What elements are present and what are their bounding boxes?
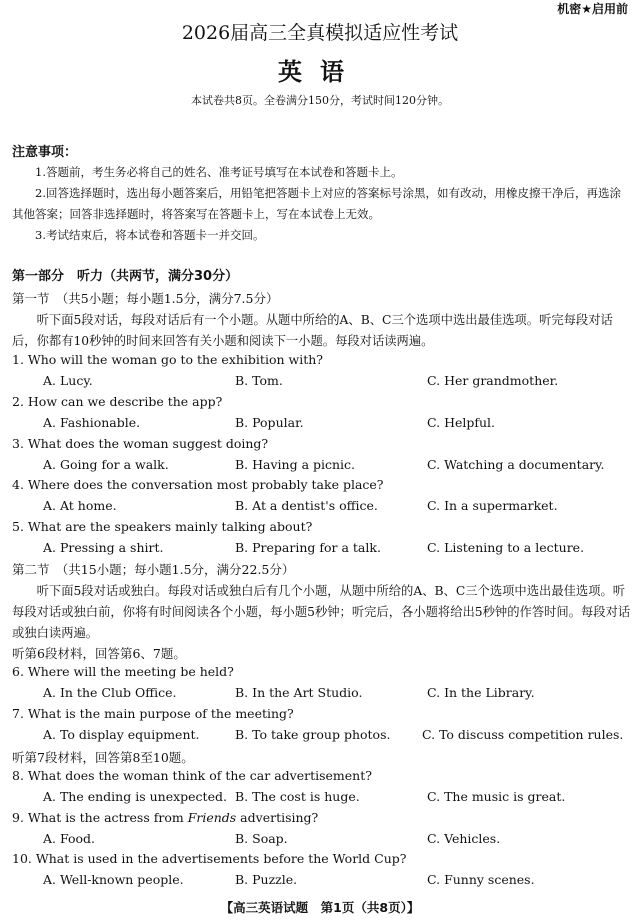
question-5: 5. What are the speakers mainly talking about? <box>12 519 313 534</box>
option-a: A. Food. <box>43 831 95 846</box>
question-10: 10. What is used in the advertisements before the World Cup? <box>12 851 407 866</box>
option-c: C. In the Library. <box>427 685 535 700</box>
notice-item: 1.答题前，考生务必将自己的姓名、准考证号填写在本试卷和答题卡上。 <box>35 165 403 179</box>
option-b: B. The cost is huge. <box>235 789 360 804</box>
option-b: B. To take group photos. <box>235 727 391 742</box>
question-7: 7. What is the main purpose of the meeting? <box>12 706 294 721</box>
option-c: C. Helpful. <box>427 415 496 430</box>
notice-title: 注意事项： <box>12 145 78 160</box>
option-c: C. Her grandmother. <box>427 373 559 388</box>
option-b: B. Popular. <box>235 415 304 430</box>
option-b: B. In the Art Studio. <box>235 685 363 700</box>
material-note: 听第7段材料，回答第8至10题。 <box>12 750 194 765</box>
option-c: C. The music is great. <box>427 789 566 804</box>
option-a: A. To display equipment. <box>43 727 200 742</box>
option-b: B. Soap. <box>235 831 288 846</box>
show-title: Friends <box>187 810 237 825</box>
section-2-title: 第二节 （共15小题；每小题1.5分，满分22.5分） <box>12 562 295 577</box>
question-4: 4. Where does the conversation most probably take place? <box>12 477 384 492</box>
option-b: B. Having a picnic. <box>235 457 356 472</box>
question-1: 1. Who will the woman go to the exhibition with? <box>12 352 323 367</box>
option-a: A. Going for a walk. <box>43 457 169 472</box>
option-a: A. In the Club Office. <box>43 685 177 700</box>
notice-item: 2.回答选择题时，选出每小题答案后，用铅笔把答题卡上对应的答案标号涂黑，如有改动，用橡皮擦干净后，再选涂其他答案；回答非选择题时，将答案写在答题卡上，写在本试卷上无效。 <box>12 186 621 221</box>
option-c: C. Listening to a lecture. <box>427 540 585 555</box>
question-text: 9. What is the actress from <box>12 810 188 825</box>
question-3: 3. What does the woman suggest doing? <box>12 436 269 451</box>
subject-title: 英语 <box>278 58 362 86</box>
section-2-instructions: 听下面5段对话或独白。每段对话或独白后有几个小题，从题中所给的A、B、C三个选项中选出最佳选项。听每段对话或独白前，你将有时间阅读各个小题，每小题5秒钟；听完后，各小题将给出5秒钟的作答时间。每段对话或独白读两遍。 <box>12 584 631 640</box>
option-c: C. In a supermarket. <box>427 498 558 513</box>
option-b: B. Preparing for a talk. <box>235 540 381 555</box>
option-a: A. At home. <box>43 498 117 513</box>
option-b: B. Puzzle. <box>235 872 298 887</box>
option-a: A. Well-known people. <box>43 872 184 887</box>
confidential-mark: 机密★启用前 <box>557 2 628 16</box>
question-text: advertising? <box>236 810 319 825</box>
option-b: B. Tom. <box>235 373 283 388</box>
option-a: A. Pressing a shirt. <box>43 540 164 555</box>
option-b: B. At a dentist's office. <box>235 498 378 513</box>
notice-list <box>12 162 632 246</box>
section-1-title: 第一节 （共5小题；每小题1.5分，满分7.5分） <box>12 291 279 306</box>
question-6: 6. Where will the meeting be held? <box>12 664 234 679</box>
material-note: 听第6段材料，回答第6、7题。 <box>12 646 186 661</box>
option-c: C. Vehicles. <box>427 831 501 846</box>
part-title: 第一部分 听力（共两节，满分30分） <box>12 269 239 284</box>
option-a: A. The ending is unexpected. <box>43 789 227 804</box>
page-footer: 【高三英语试题 第1页（共8页）】 <box>220 900 420 915</box>
option-c: C. To discuss competition rules. <box>422 727 624 742</box>
question-8: 8. What does the woman think of the car advertisement? <box>12 768 372 783</box>
section-1-instructions: 听下面5段对话，每段对话后有一个小题。从题中所给的A、B、C三个选项中选出最佳选项。听完每段对话后，你都有10秒钟的时间来回答有关小题和阅读下一小题。每段对话读两遍。 <box>12 313 613 348</box>
notice-item: 3.考试结束后，将本试卷和答题卡一并交回。 <box>35 228 265 242</box>
option-c: C. Watching a documentary. <box>427 457 605 472</box>
question-9 <box>12 810 318 825</box>
option-c: C. Funny scenes. <box>427 872 535 887</box>
exam-title: 2026届高三全真模拟适应性考试 <box>181 22 459 44</box>
exam-info: 本试卷共8页。全卷满分150分，考试时间120分钟。 <box>191 94 449 107</box>
question-2: 2. How can we describe the app? <box>12 394 223 409</box>
option-a: A. Lucy. <box>43 373 93 388</box>
option-a: A. Fashionable. <box>43 415 141 430</box>
